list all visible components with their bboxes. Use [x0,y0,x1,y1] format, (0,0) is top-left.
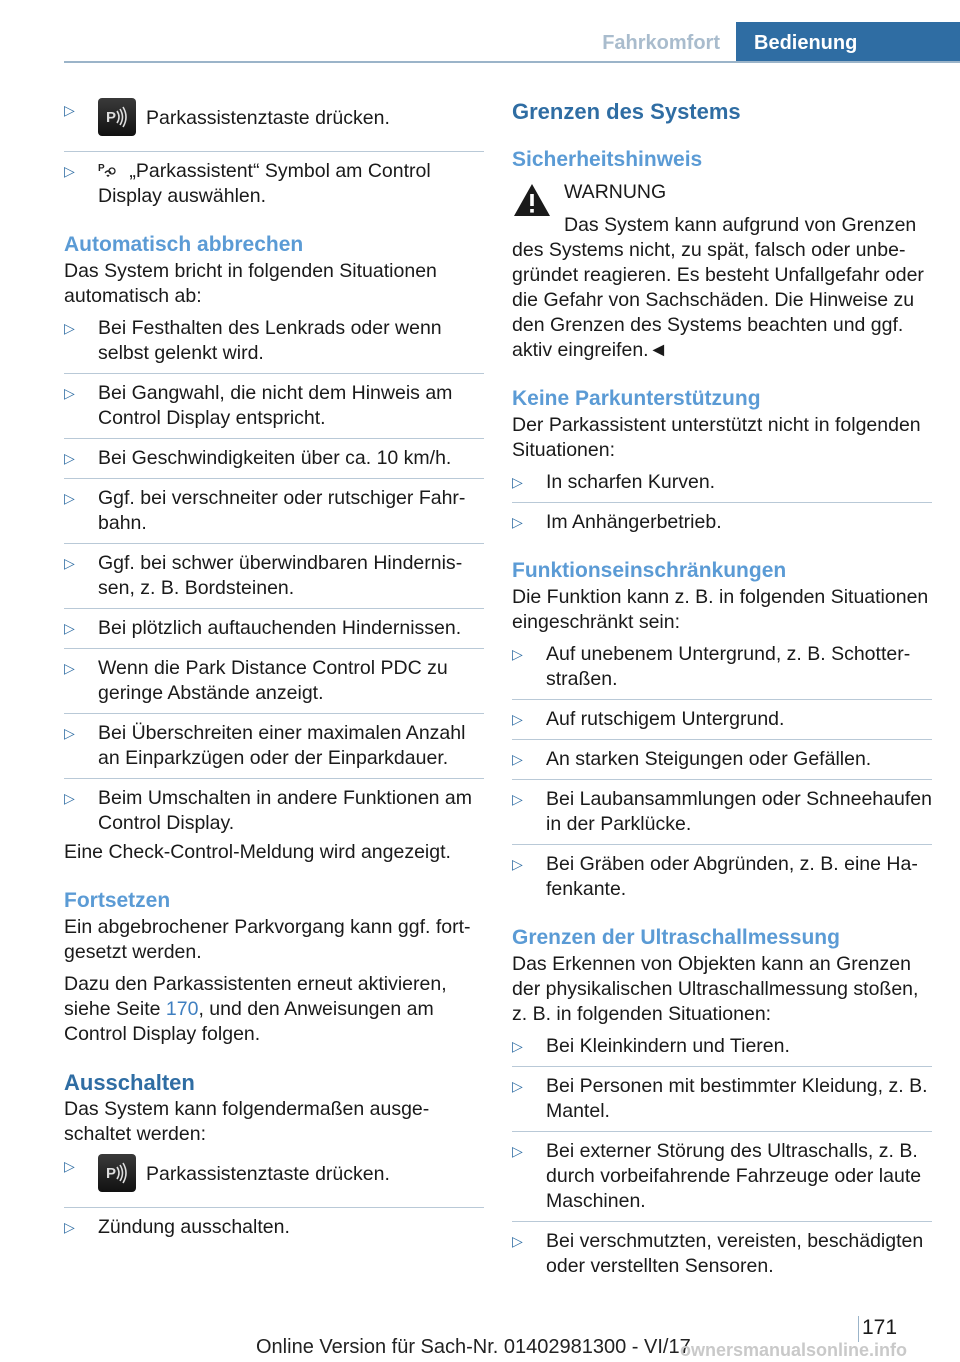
list-item [512,642,932,692]
warning-text [512,213,932,363]
section-heading: Automatisch abbrechen [64,233,304,256]
header-rule [64,61,960,63]
separator [512,1221,932,1222]
footer-rule [858,1316,859,1342]
list-item [64,616,484,641]
paragraph [64,972,484,1047]
list-item [512,1074,932,1124]
separator [512,779,932,780]
paragraph: Der Parkassistent unterstützt nicht in folgenden Situationen: [512,414,921,461]
bullet-icon: ▷ [512,1233,523,1249]
bullet-icon: ▷ [512,1143,523,1159]
list-item-text: Bei externer Störung des Ultraschalls, z. B. durch vorbeifahrende Fahrzeuge oder laute Maschinen. [546,1140,922,1212]
list-item [512,787,932,837]
park-assist-button-icon [98,98,136,136]
list-item [512,852,932,902]
list-item [64,1215,484,1240]
separator [64,438,484,439]
list-item-text: In scharfen Kurven. [546,471,716,493]
list-item-text: Bei Personen mit bestimmter Kleidung, z. B. Mantel. [546,1075,928,1122]
abort-conditions-list [64,316,484,836]
svg-text:P: P [98,163,105,174]
section-heading: Funktionseinschränkungen [512,559,787,582]
list-item-text: Ggf. bei verschneiter oder rutschiger Fahrbahn. [98,487,466,534]
separator [512,1131,932,1132]
list-item [512,470,932,495]
list-item [512,747,932,772]
list-item-text: Bei Kleinkindern und Tieren. [546,1035,790,1057]
bullet-icon: ▷ [64,1219,75,1235]
separator [512,739,932,740]
list-item-text: Auf rutschigem Untergrund. [546,708,785,730]
separator [512,844,932,845]
section-heading: Ausschalten [64,1070,195,1095]
bullet-icon: ▷ [512,1038,523,1054]
list-item [64,786,484,836]
section-heading: Fortsetzen [64,889,171,912]
separator [64,543,484,544]
bullet-icon: ▷ [512,1078,523,1094]
list-item [64,486,484,536]
header-chapter: Bedienung [736,22,960,63]
bullet-icon: ▷ [64,620,75,636]
list-item [512,1229,932,1279]
page-reference-link[interactable]: 170 [165,998,199,1020]
bullet-icon: ▷ [512,791,523,807]
list-item [64,381,484,431]
text-span: Dazu den Parkassistenten erneut aktivieren, siehe Seite [64,973,447,1020]
bullet-icon: ▷ [64,163,75,179]
svg-text:P: P [106,109,117,126]
header-section: Fahrkomfort [602,32,720,54]
warning-block [512,180,932,205]
separator [64,713,484,714]
list-item [64,446,484,471]
section-heading: Keine Parkunterstützung [512,387,761,410]
restrictions-list [512,642,932,902]
paragraph: Das System kann folgendermaßen ausgeschaltet werden: [64,1098,430,1145]
park-assist-button-icon [98,1154,136,1192]
list-item-text: Beim Umschalten in andere Funktionen am Control Display. [98,787,472,834]
step-text: „Parkassistent“ Symbol am Control Display auswählen. [98,160,431,207]
list-item-text: Bei Gangwahl, die nicht dem Hinweis am Control Display entspricht. [98,382,453,429]
bullet-icon: ▷ [512,474,523,490]
paragraph: Das Erkennen von Objekten kann an Grenzen der physikalischen Ultraschallmessung stoßen, z. B. in folgenden Situationen: [512,953,919,1025]
separator [512,502,932,503]
activation-steps [64,98,484,209]
bullet-icon: ▷ [64,490,75,506]
switch-off-steps [64,1154,484,1240]
footer-text: Online Version für Sach-Nr. 01402981300 - VI/17 [256,1336,691,1358]
list-item-text: Bei Gräben oder Abgründen, z. B. eine Hafenkante. [546,853,918,900]
warning-triangle-icon [512,182,552,218]
bullet-icon: ▷ [512,514,523,530]
list-item-text: Ggf. bei schwer überwindbaren Hindernissen, z. B. Bordsteinen. [98,552,463,599]
ultrasonic-limits-list [512,1034,932,1279]
bullet-icon: ▷ [64,385,75,401]
bullet-icon: ▷ [512,856,523,872]
list-item-text: Bei Laubansammlungen oder Schneehaufen in der Parklücke. [546,788,932,835]
separator [64,373,484,374]
list-item-text: Wenn die Park Distance Control PDC zu geringe Abstände anzeigt. [98,657,448,704]
separator [64,608,484,609]
separator [64,778,484,779]
step-text: Parkassistenztaste drücken. [146,1163,390,1185]
list-item [64,656,484,706]
step-text: Parkassistenztaste drücken. [146,107,390,129]
section-heading: Grenzen des Systems [512,99,741,124]
bullet-icon: ▷ [512,646,523,662]
right-column [512,98,932,1279]
list-item [64,316,484,366]
bullet-icon: ▷ [64,725,75,741]
separator [64,1207,484,1208]
list-item-text: Bei Geschwindigkeiten über ca. 10 km/h. [98,447,452,469]
bullet-icon: ▷ [64,555,75,571]
bullet-icon: ▷ [64,320,75,336]
svg-text:P: P [106,1165,117,1182]
paragraph: Ein abgebrochener Parkvorgang kann ggf. fortgesetzt werden. [64,916,471,963]
list-item-text: Auf unebenem Untergrund, z. B. Schotterstraßen. [546,643,911,690]
list-item [64,98,484,144]
section-heading: Grenzen der Ultraschallmessung [512,926,840,949]
text-span: , und den Anweisungen am Control Display folgen. [64,998,434,1045]
list-item-text: Im Anhängerbetrieb. [546,511,722,533]
list-item-text: Bei plötzlich auftauchenden Hindernissen. [98,617,462,639]
paragraph: Das System bricht in folgenden Situationen automatisch ab: [64,260,437,307]
separator [64,648,484,649]
bullet-icon: ▷ [64,102,75,118]
warning-title: WARNUNG [564,181,667,203]
paragraph: Die Funktion kann z. B. in folgenden Situationen eingeschränkt sein: [512,586,929,633]
text-span: Das System kann aufgrund von Grenzen des Systems nicht, zu spät, falsch oder unbegründet reagieren. Es besteht Unfallgefahr oder die Gefahr von Sachschäden. Die Hinweise zu den Grenzen des Systems beachten und ggf. aktiv eingreifen.◄ [512,214,924,361]
list-item [512,1139,932,1214]
step-text: Zündung ausschalten. [98,1216,290,1238]
list-item-text: Bei Festhalten des Lenkrads oder wenn selbst gelenkt wird. [98,317,442,364]
section-heading: Sicherheitshinweis [512,148,703,171]
separator [512,1066,932,1067]
paragraph: Eine Check-Control-Meldung wird angezeigt. [64,841,451,863]
bullet-icon: ▷ [64,660,75,676]
bullet-icon: ▷ [512,711,523,727]
bullet-icon: ▷ [64,1158,75,1174]
list-item [64,1154,484,1200]
list-item [512,707,932,732]
page-number: 171 [862,1316,898,1339]
separator [64,478,484,479]
watermark: ownersmanualsonline.info [680,1340,908,1360]
left-column [64,98,484,1240]
no-support-list [512,470,932,535]
bullet-icon: ▷ [64,790,75,806]
list-item-text: Bei Überschreiten einer maximalen Anzahl an Einparkzügen oder der Einparkdauer. [98,722,466,769]
list-item-text: An starken Steigungen oder Gefällen. [546,748,872,770]
list-item-text: Bei verschmutzten, vereisten, beschädigten oder verstellten Sensoren. [546,1230,924,1277]
bullet-icon: ▷ [512,751,523,767]
bullet-icon: ▷ [64,450,75,466]
list-item [512,510,932,535]
separator [512,699,932,700]
park-assist-symbol-icon [98,159,118,179]
list-item [64,721,484,771]
list-item [64,159,484,209]
list-item [512,1034,932,1059]
list-item [64,551,484,601]
separator [64,151,484,152]
page-header [0,22,960,64]
